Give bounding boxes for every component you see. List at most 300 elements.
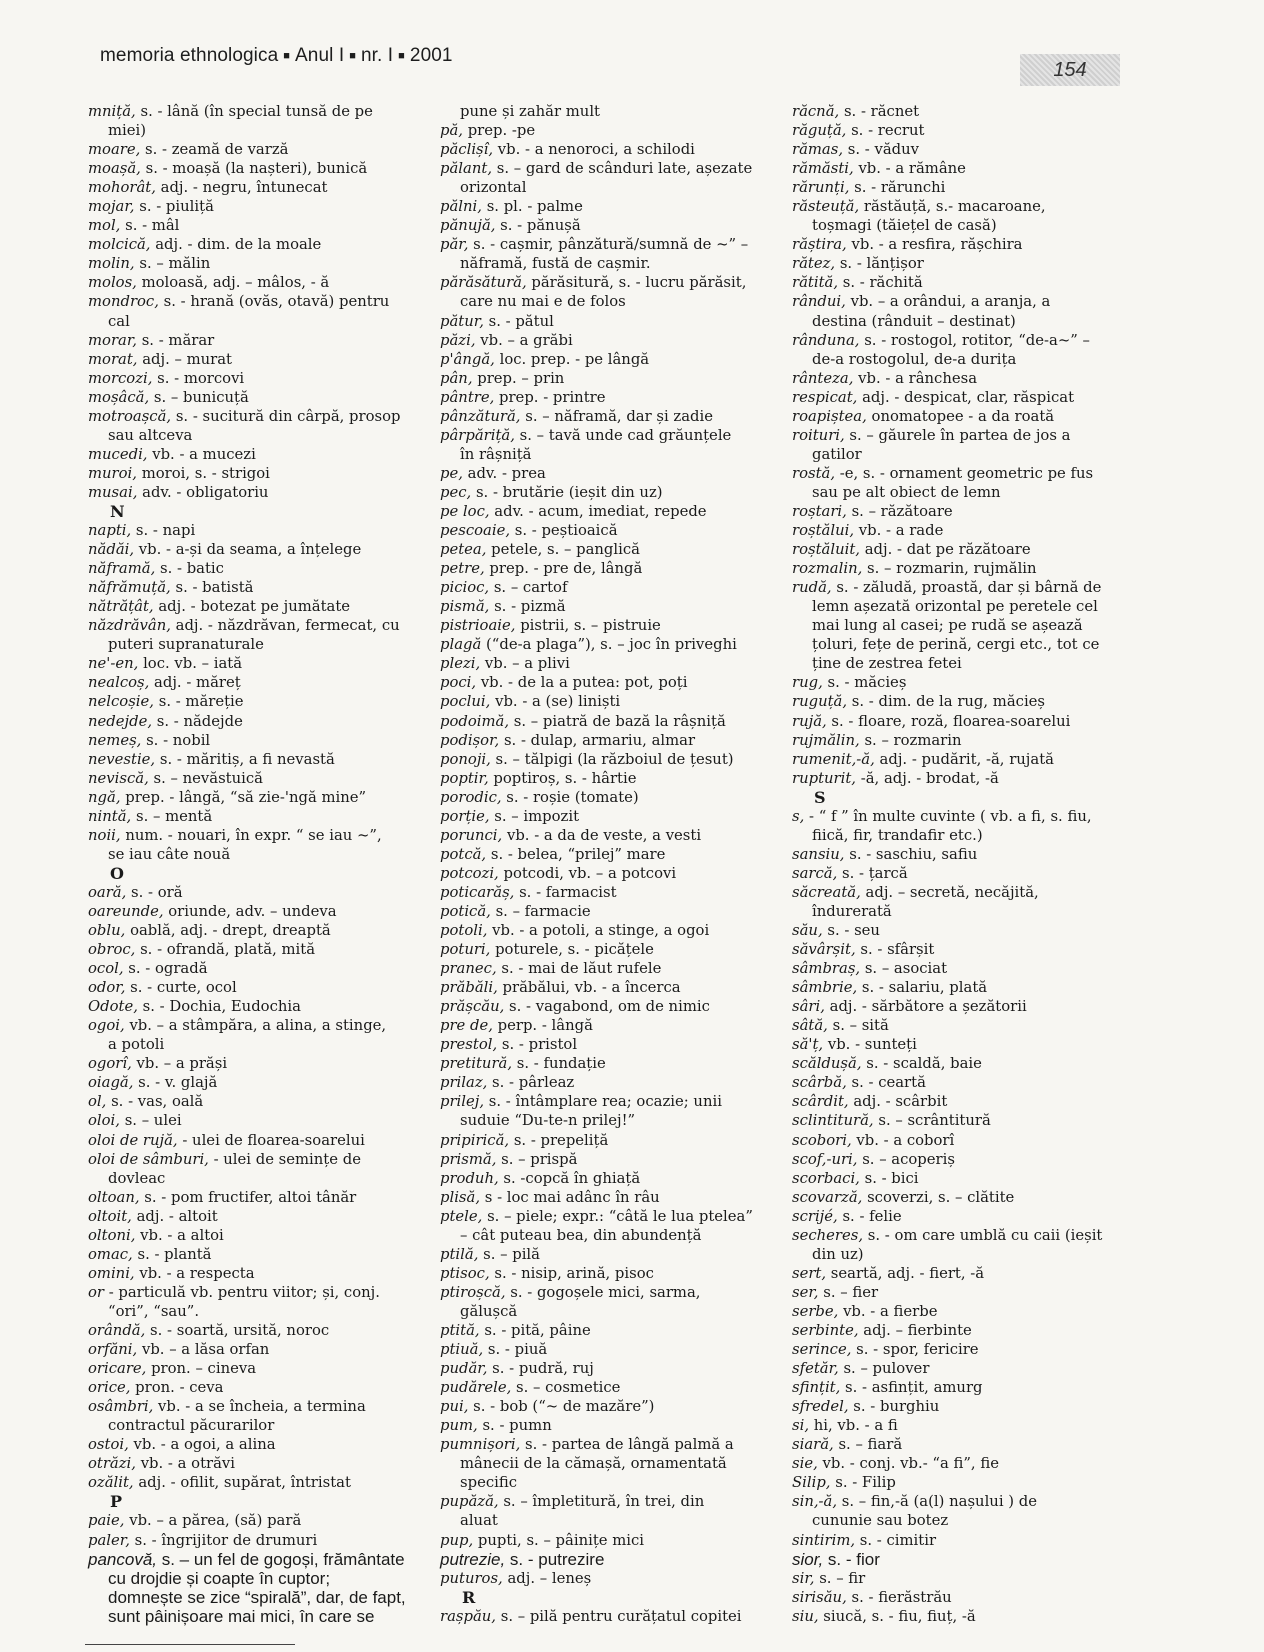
glossary-entry — [440, 159, 785, 197]
glossary-headword: sie, — [792, 1455, 818, 1473]
glossary-entry — [792, 121, 1132, 140]
glossary-headword: Odote, — [88, 998, 138, 1016]
glossary-entry — [440, 1340, 785, 1359]
glossary-headword: pretitură, — [440, 1055, 513, 1073]
glossary-definition: s. - brutărie (ieșit din uz) — [471, 483, 663, 501]
glossary-entry — [440, 1569, 785, 1588]
glossary-headword: prismă, — [440, 1150, 497, 1168]
glossary-headword: poturi, — [440, 941, 491, 959]
glossary-headword: Silip, — [792, 1474, 831, 1492]
glossary-entry — [88, 369, 423, 388]
glossary-definition: s. – mentă — [131, 807, 213, 825]
glossary-headword: petre, — [440, 560, 485, 578]
glossary-headword: pătur, — [440, 312, 484, 330]
glossary-headword: serince, — [792, 1341, 852, 1359]
glossary-entry — [792, 1340, 1132, 1359]
glossary-entry — [792, 178, 1132, 197]
glossary-definition: adj. – secretă, necăjită, îndurerată — [812, 883, 1039, 920]
glossary-definition: s. – scrântitură — [873, 1112, 991, 1130]
journal-issue: nr. I — [360, 45, 394, 66]
glossary-entry — [88, 331, 423, 350]
glossary-entry — [88, 1245, 423, 1264]
glossary-definition: s. - vagabond, om de nimic — [504, 998, 710, 1016]
glossary-headword: rupturit, — [792, 769, 857, 787]
glossary-definition: s. - plantă — [132, 1245, 212, 1263]
section-letter: N — [110, 501, 125, 521]
glossary-entry — [440, 597, 785, 616]
glossary-headword: paler, — [88, 1531, 130, 1549]
glossary-definition: s. - întâmplare rea; ocazie; unii suduie “Du-te-n prilej!” — [460, 1093, 722, 1130]
glossary-headword: poticarăș, — [440, 883, 515, 901]
glossary-definition: s. - zeamă de varză — [140, 141, 289, 159]
glossary-definition: s. - răcnet — [839, 103, 920, 120]
glossary-entry — [88, 883, 423, 902]
glossary-entry — [88, 197, 423, 216]
glossary-definition: vb. - a nenoroci, a schilodi — [493, 141, 695, 159]
glossary-headword: ogoi, — [88, 1017, 125, 1035]
glossary-entry — [792, 1435, 1132, 1454]
glossary-headword: moare, — [88, 141, 141, 159]
glossary-entry — [792, 1016, 1132, 1035]
glossary-entry — [88, 692, 423, 711]
glossary-headword: morat, — [88, 350, 138, 368]
glossary-headword: oloi de rujă, — [88, 1131, 178, 1149]
glossary-headword: prășcău, — [440, 998, 505, 1016]
glossary-headword: plisă, — [440, 1188, 481, 1206]
glossary-definition: prăbălui, vb. - a încerca — [497, 979, 681, 997]
glossary-headword: sâmbrie, — [792, 979, 858, 997]
glossary-definition: adj. - năzdrăvan, fermecat, cu puteri supranaturale — [108, 617, 400, 654]
glossary-definition: s. - oră — [126, 883, 183, 901]
glossary-entry — [440, 1283, 785, 1321]
glossary-definition: s. - gogoșele mici, sarma, gălușcă — [460, 1283, 701, 1320]
glossary-definition: s. – gard de scânduri late, așezate orizontal — [460, 160, 753, 197]
glossary-headword: potoli, — [440, 922, 488, 940]
glossary-entry — [792, 559, 1132, 578]
glossary-entry — [88, 1283, 423, 1321]
glossary-definition: părăsitură, s. - lucru părăsit, care nu mai e de folos — [460, 274, 747, 311]
glossary-entry — [88, 1550, 423, 1626]
glossary-entry — [88, 959, 423, 978]
glossary-definition: s. - saschiu, safiu — [844, 845, 978, 863]
glossary-definition: prep. - pre de, lângă — [484, 560, 643, 578]
glossary-headword: osâmbri, — [88, 1398, 154, 1416]
glossary-headword: molos, — [88, 274, 137, 292]
glossary-entry — [440, 1359, 785, 1378]
journal-year: Anul I — [295, 45, 345, 66]
glossary-column-3 — [792, 102, 1132, 1626]
glossary-definition: s. - pristol — [497, 1036, 578, 1054]
glossary-definition: s. - măreție — [154, 693, 244, 711]
glossary-headword: scovarză, — [792, 1188, 863, 1206]
glossary-definition: vb. - conj. vb.- “a fi”, fie — [817, 1455, 999, 1473]
glossary-entry — [88, 140, 423, 159]
glossary-definition: s. – fiară — [833, 1436, 903, 1454]
glossary-definition: onomatopee - a da roată — [866, 407, 1055, 425]
glossary-definition: s. - pom fructifer, altoi tânăr — [139, 1188, 357, 1206]
glossary-definition: s. - salariu, plată — [857, 979, 988, 997]
glossary-definition: s. - nădejde — [152, 712, 243, 730]
glossary-entry — [88, 273, 423, 292]
glossary-entry — [792, 1321, 1132, 1340]
glossary-entry — [792, 712, 1132, 731]
glossary-entry — [88, 540, 423, 559]
glossary-definition: s. - piuă — [483, 1341, 548, 1359]
glossary-definition: s. - pudră, ruj — [487, 1360, 594, 1378]
glossary-headword: omac, — [88, 1245, 133, 1263]
glossary-entry — [88, 254, 423, 273]
glossary-headword: rărunți, — [792, 179, 850, 197]
glossary-headword: poclui, — [440, 693, 491, 711]
glossary-entry — [440, 1378, 785, 1397]
glossary-entry — [440, 407, 785, 426]
glossary-entry-continuation: pune și zahăr mult — [460, 103, 601, 120]
glossary-entry — [792, 769, 1132, 788]
glossary-headword: rânduna, — [792, 331, 860, 349]
section-letter: P — [110, 1492, 123, 1512]
separator-square-icon: ■ — [283, 50, 291, 62]
glossary-headword: sfințit, — [792, 1379, 841, 1397]
glossary-definition: pistrii, s. – pistruie — [515, 617, 661, 635]
glossary-entry — [440, 1207, 785, 1245]
glossary-headword: sior, — [792, 1549, 824, 1569]
glossary-entry — [440, 1054, 785, 1073]
glossary-headword: ogorî, — [88, 1055, 132, 1073]
glossary-entry — [88, 826, 423, 864]
glossary-headword: p'ângă, — [440, 350, 495, 368]
glossary-entry — [440, 883, 785, 902]
glossary-headword: morar, — [88, 331, 137, 349]
glossary-headword: prăbăli, — [440, 979, 498, 997]
glossary-definition: s. - nisip, arină, pisoc — [489, 1264, 654, 1282]
glossary-entry — [440, 769, 785, 788]
glossary-definition: (“de-a plaga”), s. – joc în priveghi — [481, 636, 737, 654]
glossary-headword: ptilă, — [440, 1245, 479, 1263]
glossary-definition: s. - fior — [823, 1549, 880, 1569]
glossary-definition: moloasă, adj. – mâlos, - ă — [136, 274, 330, 292]
glossary-headword: or — [88, 1283, 104, 1301]
glossary-entry — [440, 235, 785, 273]
glossary-entry — [792, 1188, 1132, 1207]
glossary-headword: s, — [792, 807, 805, 825]
glossary-headword: mucedi, — [88, 445, 148, 463]
section-letter: S — [814, 787, 826, 807]
glossary-entry — [792, 1092, 1132, 1111]
glossary-headword: morcozi, — [88, 369, 153, 387]
glossary-definition: s. - recrut — [846, 122, 925, 140]
glossary-headword: nădăi, — [88, 541, 135, 559]
glossary-entry — [88, 1111, 423, 1130]
glossary-headword: nătrățât, — [88, 598, 154, 616]
glossary-entry — [440, 959, 785, 978]
glossary-definition: vb. - a-și da seama, a înțelege — [134, 541, 362, 559]
glossary-entry — [792, 464, 1132, 502]
glossary-definition: s. - fierăstrău — [846, 1588, 952, 1606]
glossary-headword: pudăr, — [440, 1360, 488, 1378]
glossary-entry — [792, 1302, 1132, 1321]
glossary-entry — [440, 1321, 785, 1340]
glossary-entry — [440, 902, 785, 921]
glossary-headword: păzi, — [440, 331, 476, 349]
glossary-entry — [440, 731, 785, 750]
glossary-entry — [792, 997, 1132, 1016]
glossary-definition: prep. - lângă, “să zie-'ngă mine” — [120, 788, 367, 806]
glossary-definition: s. – ulei — [120, 1112, 182, 1130]
glossary-headword: rujă, — [792, 712, 827, 730]
glossary-headword: muroi, — [88, 464, 137, 482]
glossary-entry — [792, 292, 1132, 330]
glossary-headword: săvârșit, — [792, 941, 856, 959]
glossary-entry — [440, 978, 785, 997]
glossary-entry — [792, 540, 1132, 559]
glossary-headword: pistrioaie, — [440, 617, 516, 635]
glossary-headword: pă, — [440, 122, 463, 140]
glossary-headword: săcreată, — [792, 883, 861, 901]
glossary-headword: năzdrăvân, — [88, 617, 171, 635]
glossary-headword: sâtă, — [792, 1017, 828, 1035]
glossary-definition: adj. - negru, întunecat — [155, 179, 328, 197]
glossary-definition: s. – fir — [814, 1569, 866, 1587]
glossary-headword: nevestie, — [88, 750, 156, 768]
glossary-entry — [792, 140, 1132, 159]
glossary-headword: nelcoșie, — [88, 693, 155, 711]
glossary-entry — [792, 1569, 1132, 1588]
glossary-entry — [440, 1016, 785, 1035]
glossary-headword: prestol, — [440, 1036, 498, 1054]
glossary-definition: s. - văduv — [843, 141, 919, 159]
glossary-definition: s. – sită — [827, 1017, 889, 1035]
glossary-entry — [440, 1397, 785, 1416]
glossary-headword: scorbaci, — [792, 1169, 860, 1187]
glossary-definition: s. - cașmir, pânzătură/sumnă de ~” – năframă, fustă de cașmir. — [460, 236, 749, 273]
glossary-definition: vb. – a stâmpăra, a alina, a stinge, a potoli — [108, 1017, 387, 1054]
glossary-entry — [792, 1054, 1132, 1073]
glossary-headword: oareunde, — [88, 902, 164, 920]
glossary-definition: s. - curte, ocol — [125, 979, 237, 997]
glossary-entry — [88, 1435, 423, 1454]
glossary-definition: s. - sfârșit — [855, 941, 935, 959]
glossary-definition: s. - asfințit, amurg — [840, 1379, 983, 1397]
glossary-entry — [792, 940, 1132, 959]
glossary-headword: moașă, — [88, 160, 141, 178]
glossary-entry — [440, 807, 785, 826]
glossary-definition: loc. vb. – iată — [138, 655, 243, 673]
glossary-headword: nintă, — [88, 807, 132, 825]
glossary-entry — [88, 350, 423, 369]
glossary-definition: s. - napi — [131, 522, 196, 540]
glossary-definition: vb. - a da de veste, a vesti — [502, 826, 702, 844]
glossary-definition: scoverzi, s. – clătite — [862, 1188, 1015, 1206]
glossary-definition: s. - măritiș, a fi nevastă — [155, 750, 335, 768]
glossary-headword: său, — [792, 922, 823, 940]
glossary-entry — [88, 712, 423, 731]
glossary-headword: motroașcă, — [88, 407, 172, 425]
glossary-entry — [792, 197, 1132, 235]
glossary-entry — [440, 940, 785, 959]
glossary-headword: ponoji, — [440, 750, 491, 768]
glossary-definition: vb. - a rade — [854, 522, 944, 540]
glossary-definition: moroi, s. - strigoi — [136, 464, 270, 482]
glossary-headword: rătită, — [792, 274, 839, 292]
glossary-headword: sert, — [792, 1264, 827, 1282]
glossary-definition: s. - rostogol, rotitor, “de-a~” – de-a rostogolul, de-a durița — [812, 331, 1090, 368]
glossary-entry — [88, 388, 423, 407]
glossary-entry — [88, 1264, 423, 1283]
glossary-headword: roștălui, — [792, 522, 855, 540]
glossary-definition: vb. - a fierbe — [838, 1302, 938, 1320]
glossary-entry — [792, 1073, 1132, 1092]
glossary-entry — [792, 864, 1132, 883]
glossary-definition: s. - ofrandă, plată, mită — [135, 941, 316, 959]
glossary-definition: vb. - a mucezi — [147, 445, 256, 463]
glossary-definition: adj. - dat pe răzătoare — [860, 541, 1031, 559]
glossary-definition: vb. - a respecta — [134, 1264, 255, 1282]
glossary-headword: pe, — [440, 464, 463, 482]
glossary-entry — [440, 1169, 785, 1188]
footer-rule — [85, 1644, 295, 1645]
glossary-definition: s. -copcă în ghiață — [498, 1169, 641, 1187]
glossary-entry — [440, 1550, 785, 1569]
glossary-entry — [792, 254, 1132, 273]
glossary-headword: sintirim, — [792, 1531, 856, 1549]
glossary-headword: rozmalin, — [792, 560, 863, 578]
glossary-headword: rătez, — [792, 255, 836, 273]
glossary-definition: s. – nevăstuică — [148, 769, 263, 787]
glossary-entry — [88, 578, 423, 597]
glossary-headword: noii, — [88, 826, 121, 844]
glossary-definition: pron. - ceva — [130, 1379, 224, 1397]
glossary-definition: s. – tălpigi (la războiul de țesut) — [490, 750, 734, 768]
glossary-headword: pumnișori, — [440, 1436, 521, 1454]
glossary-entry — [440, 521, 785, 540]
glossary-entry — [792, 692, 1132, 711]
glossary-entry — [88, 292, 423, 330]
glossary-entry — [440, 1245, 785, 1264]
glossary-entry — [792, 1397, 1132, 1416]
glossary-headword: ptiuă, — [440, 1341, 484, 1359]
journal-title: memoria ethnologica — [100, 45, 279, 66]
glossary-entry — [88, 1454, 423, 1473]
glossary-definition: vb. – a plivi — [480, 655, 570, 673]
glossary-definition: s. - morcovi — [152, 369, 245, 387]
glossary-definition: adj. – murat — [137, 350, 232, 368]
glossary-entry — [88, 769, 423, 788]
glossary-entry — [440, 578, 785, 597]
glossary-headword: pălni, — [440, 198, 482, 216]
glossary-entry — [88, 1359, 423, 1378]
glossary-entry — [88, 1016, 423, 1054]
glossary-definition: s. - ceartă — [846, 1074, 926, 1092]
glossary-definition: s. - fundație — [512, 1055, 606, 1073]
glossary-entry — [792, 1378, 1132, 1397]
glossary-definition: adj. - scârbit — [848, 1093, 948, 1111]
glossary-headword: rămăsti, — [792, 160, 854, 178]
glossary-headword: oricare, — [88, 1360, 147, 1378]
glossary-entry — [88, 1226, 423, 1245]
glossary-definition: vb. - a rămâne — [853, 160, 966, 178]
glossary-definition: s. – tavă unde cad grăunțele în râșniță — [460, 426, 732, 463]
glossary-entry — [440, 635, 785, 654]
glossary-entry — [440, 788, 785, 807]
glossary-headword: siară, — [792, 1436, 834, 1454]
glossary-definition: siucă, s. - fiu, fiuț, -ă — [818, 1607, 976, 1625]
glossary-headword: pui, — [440, 1398, 469, 1416]
glossary-definition: s. - îngrijitor de drumuri — [129, 1531, 318, 1549]
glossary-definition: s. – piele; expr.: “câtă le lua ptelea” – cât puteau bea, din abundență — [460, 1207, 753, 1244]
glossary-entry — [88, 1054, 423, 1073]
glossary-entry — [440, 388, 785, 407]
glossary-entry — [792, 1588, 1132, 1607]
glossary-definition: s. - pătul — [483, 312, 554, 330]
glossary-entry — [88, 1073, 423, 1092]
glossary-definition: s. – năframă, dar și zadie — [520, 407, 713, 425]
glossary-headword: nealcoș, — [88, 674, 150, 692]
glossary-headword: obroc, — [88, 941, 136, 959]
glossary-headword: scăldușă, — [792, 1055, 862, 1073]
glossary-definition: s. - prepeliță — [509, 1131, 609, 1149]
glossary-definition: s. - felie — [837, 1207, 902, 1225]
glossary-definition: s. - soartă, ursită, noroc — [145, 1322, 330, 1339]
glossary-entry — [440, 1131, 785, 1150]
glossary-definition: prep. - printre — [494, 388, 606, 406]
glossary-definition: vb. - a altoi — [135, 1226, 224, 1244]
glossary-entry — [440, 483, 785, 502]
glossary-entry — [88, 921, 423, 940]
glossary-definition: s. - farmacist — [514, 883, 617, 901]
glossary-definition: vb. - a coborî — [851, 1131, 955, 1149]
glossary-headword: răcnă, — [792, 103, 840, 120]
glossary-entry — [792, 102, 1132, 121]
glossary-definition: s. – pulover — [838, 1360, 930, 1378]
glossary-definition: s. - belea, “prilej” mare — [486, 845, 666, 863]
glossary-headword: sirisău, — [792, 1588, 847, 1606]
glossary-entry — [88, 445, 423, 464]
glossary-headword: potcozi, — [440, 864, 499, 882]
glossary-definition: vb. - a se încheia, a termina contractul păcurarilor — [108, 1398, 366, 1435]
glossary-definition: vb. – a lăsa orfan — [137, 1341, 270, 1359]
glossary-definition: prep. – prin — [472, 369, 565, 387]
separator-square-icon: ■ — [398, 50, 405, 62]
glossary-definition: s. - Dochia, Eudochia — [137, 998, 301, 1016]
glossary-definition: s. - rărunchi — [849, 179, 946, 197]
glossary-definition: adj. - botezat pe jumătate — [153, 598, 351, 616]
glossary-headword: rânteza, — [792, 369, 854, 387]
glossary-entry — [88, 1397, 423, 1435]
glossary-entry — [440, 1492, 785, 1530]
glossary-headword: oblu, — [88, 922, 126, 940]
glossary-entry — [792, 159, 1132, 178]
glossary-headword: nedejde, — [88, 712, 153, 730]
glossary-headword: omini, — [88, 1264, 135, 1282]
glossary-headword: porție, — [440, 807, 490, 825]
glossary-headword: serbinte, — [792, 1322, 859, 1339]
glossary-entry — [88, 1473, 423, 1492]
glossary-definition: s. – mălin — [134, 255, 211, 273]
glossary-headword: oltoni, — [88, 1226, 136, 1244]
glossary-entry — [440, 197, 785, 216]
glossary-definition: poturele, s. - picățele — [490, 941, 654, 959]
glossary-headword: pântre, — [440, 388, 495, 406]
glossary-entry — [88, 673, 423, 692]
glossary-headword: oiagă, — [88, 1074, 134, 1092]
glossary-entry — [792, 521, 1132, 540]
glossary-headword: sansiu, — [792, 845, 845, 863]
glossary-entry — [440, 1188, 785, 1207]
glossary-headword: scârdit, — [792, 1093, 849, 1111]
glossary-entry — [440, 692, 785, 711]
glossary-definition: s. - Filip — [830, 1474, 896, 1492]
glossary-entry — [88, 731, 423, 750]
